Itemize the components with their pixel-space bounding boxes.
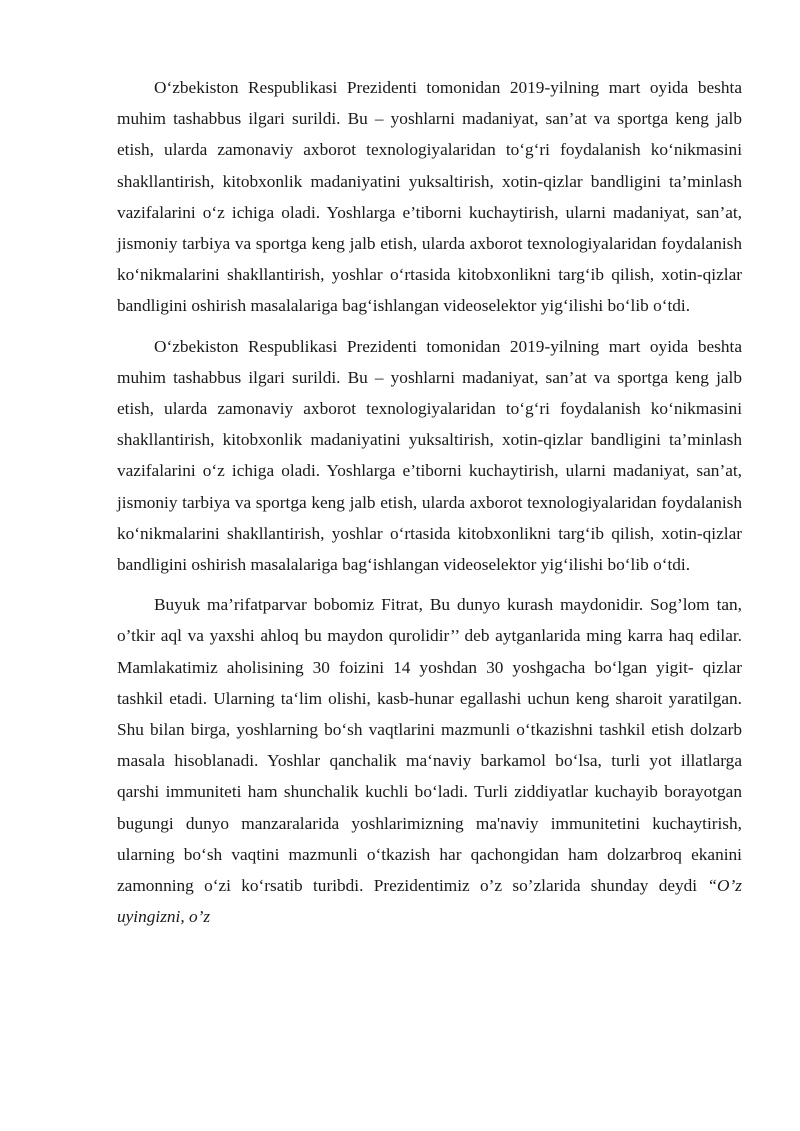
paragraph-3-text: Buyuk ma’rifatparvar bobomiz Fitrat, Bu dunyo kurash maydonidir. Sog’lom tan, o’tkir aql va yaxshi ahloq bu maydon qurolidir’’ deb aytganlarida ming karra haq edilar. Mamlakatimiz aholisining 30 foizini 14 yoshdan 30 yoshgacha bo‘lgan yigit- qizlar tashkil etadi. Ularning ta‘lim olishi, kasb-hunar egallashi uchun keng sharoit yaratilgan. Shu bilan birga, yoshlarning bo‘sh vaqtlarini mazmunli o‘tkazishni tashkil etish dolzarb masala hisoblanadi. Yoshlar qanchalik ma‘naviy barkamol bo‘lsa, turli yot illatlarga qarshi immuniteti ham shunchalik kuchli bo‘ladi. Turli ziddiyatlar kuchayib borayotgan bugungi dunyo manzaralarida yoshlarimizning ma'naviy immunitetini kuchaytirish, ularning bo‘sh vaqtini mazmunli o‘tkazish har qachongidan ham dolzarbroq ekanini zamonning o‘zi ko‘rsatib turibdi. Prezidentimiz o’z so’zlarida shunday deydi [117, 595, 742, 896]
paragraph-3-quote: “O’z uyingizni, o’z [117, 876, 742, 927]
paragraph-3 [117, 589, 742, 932]
paragraph-1: O‘zbekiston Respublikasi Prezidenti tomonidan 2019-yilning mart oyida beshta muhim tashabbus ilgari surildi. Bu – yoshlarni madaniyat, san’at va sportga keng jalb etish, ularda zamonaviy axborot texnologiyalaridan to‘g‘ri foydalanish ko‘nikmasini shakllantirish, kitobxonlik madaniyatini yuksaltirish, xotin-qizlar bandligini ta’minlash vazifalarini o‘z ichiga oladi. Yoshlarga e’tiborni kuchaytirish, ularni madaniyat, san’at, jismoniy tarbiya va sportga keng jalb etish, ularda axborot texnologiyalaridan foydalanish ko‘nikmalarini shakllantirish, yoshlar o‘rtasida kitobxonlikni targ‘ib qilish, xotin-qizlar bandligini oshirish masalalariga bag‘ishlangan videoselektor yig‘ilishi bo‘lib o‘tdi. [117, 78, 742, 316]
paragraph-2: O‘zbekiston Respublikasi Prezidenti tomonidan 2019-yilning mart oyida beshta muhim tashabbus ilgari surildi. Bu – yoshlarni madaniyat, san’at va sportga keng jalb etish, ularda zamonaviy axborot texnologiyalaridan to‘g‘ri foydalanish ko‘nikmasini shakllantirish, kitobxonlik madaniyatini yuksaltirish, xotin-qizlar bandligini ta’minlash vazifalarini o‘z ichiga oladi. Yoshlarga e’tiborni kuchaytirish, ularni madaniyat, san’at, jismoniy tarbiya va sportga keng jalb etish, ularda axborot texnologiyalaridan foydalanish ko‘nikmalarini shakllantirish, yoshlar o‘rtasida kitobxonlikni targ‘ib qilish, xotin-qizlar bandligini oshirish masalalariga bag‘ishlangan videoselektor yig‘ilishi bo‘lib o‘tdi. [117, 336, 742, 575]
document-body [117, 72, 742, 941]
